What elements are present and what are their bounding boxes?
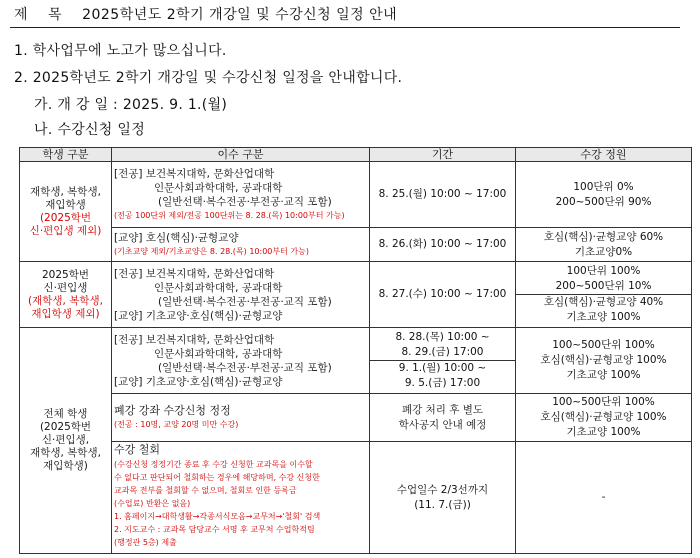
header-course-type: 이수 구분 (112, 148, 370, 162)
period-cell: 8. 26.(화) 10:00 ~ 17:00 (370, 228, 516, 262)
text: 폐강 처리 후 별도 (401, 403, 483, 416)
text: 2025학번 (41, 268, 89, 281)
course-cell (112, 394, 370, 442)
text: 재학생, 복학생, (30, 185, 101, 198)
note: (수업료) 반환은 없음) (114, 499, 191, 508)
note: (전공 : 10명, 교양 20명 미만 수강) (114, 419, 239, 429)
text: (일반선택·복수전공·부전공·교직 포함) (158, 295, 332, 308)
text: 재입학생) (43, 460, 88, 472)
text: 학사공지 안내 예정 (398, 418, 487, 431)
title-text: 2025학년도 2학기 개강일 및 수강신청 일정 안내 (82, 7, 398, 23)
text: 100~500단위 100% (552, 339, 655, 351)
text: 8. 29.(금) 17:00 (401, 346, 484, 358)
quota-cell (516, 328, 692, 394)
text: 호심(핵심)·균형교양 100% (540, 411, 667, 423)
quota-cell (516, 228, 692, 262)
text: [전공] 보건복지대학, 문화산업대학 (114, 333, 275, 346)
note: 1. 홈페이지→대학생활→각종서식모음→교무처→'철회' 검색 (114, 512, 321, 521)
text: 호심(핵심)·균형교양 60% (543, 230, 664, 243)
text: (일반선택·복수전공·부전공·교직 포함) (158, 361, 332, 374)
text: 8. 28.(목) 10:00 ~ (395, 331, 490, 343)
item-2b: 나. 수강신청 일정 (34, 122, 146, 138)
table-row (20, 162, 692, 228)
text: 200~500단위 90% (555, 195, 652, 208)
table-row (20, 228, 692, 262)
header-period: 기간 (370, 148, 516, 162)
text: 100~500단위 100% (552, 396, 655, 408)
course-cell (112, 228, 370, 262)
title-rule (10, 27, 680, 28)
title-label-1: 제 (14, 7, 29, 23)
student-cell (20, 162, 112, 262)
period-cell (370, 394, 516, 442)
text: (재학생, 복학생, (28, 294, 103, 307)
text: 기초교양0% (574, 245, 633, 258)
text: [교양] 호심(핵심)·균형교양 (114, 231, 239, 244)
text: 폐강 강좌 수강신청 정정 (114, 403, 231, 417)
text: 기초교양 100% (566, 311, 641, 323)
quota-cell: - (516, 442, 692, 554)
note: 2. 지도교수 : 교과목 담당교수 서명 후 교무처 수업학적팀 (114, 525, 315, 534)
note: 교과목 전부를 철회할 수 없으며, 철회로 인한 등록금 (114, 486, 297, 495)
text: 신·편입생 (43, 281, 88, 294)
note: 수 없다고 판단되어 철회하는 경우에 해당하며, 수강 신청한 (114, 473, 320, 482)
note: (전공 100단위 제외/전공 100단위는 8. 28.(목) 10:00부터 가능) (114, 210, 345, 220)
note: (기초교양 제외/기초교양은 8. 28.(목) 10:00부터 가능) (114, 246, 309, 256)
text: 인문사회과학대학, 공과대학 (154, 181, 283, 194)
table-row (20, 262, 692, 328)
text: [전공] 보건복지대학, 문화산업대학 (114, 167, 275, 180)
text: 수업일수 2/3선까지 (396, 483, 489, 496)
text: 신·편입생, (41, 434, 90, 446)
text: 신·편입생 제외) (29, 224, 102, 237)
header-student: 학생 구분 (20, 148, 112, 162)
text: 기초교양 100% (566, 426, 641, 438)
item-1: 1. 학사업무에 노고가 많으십니다. (14, 43, 227, 59)
text: (일반선택·복수전공·부전공·교직 포함) (158, 195, 332, 208)
text: (11. 7.(금)) (414, 498, 471, 511)
course-cell (112, 328, 370, 394)
student-cell (20, 262, 112, 328)
table-header-row (20, 148, 692, 162)
quota-cell (516, 262, 692, 328)
note: (수강신청 정정기간 종료 후 수강 신청한 교과목을 이수할 (114, 460, 313, 469)
schedule-table (19, 147, 692, 554)
text: 호심(핵심)·균형교양 40% (516, 294, 691, 310)
title-label-2: 목 (48, 7, 63, 23)
text: [교양] 기초교양·호심(핵심)·균형교양 (114, 375, 283, 388)
text: 기초교양 100% (566, 369, 641, 381)
period-cell (370, 442, 516, 554)
text: 인문사회과학대학, 공과대학 (154, 347, 283, 360)
quota-cell (516, 394, 692, 442)
period-cell: 8. 27.(수) 10:00 ~ 17:00 (370, 262, 516, 328)
course-cell (112, 262, 370, 328)
quota-cell (516, 162, 692, 228)
text: 인문사회과학대학, 공과대학 (154, 281, 283, 294)
text: 재학생, 복학생, (30, 447, 101, 459)
text: [교양] 기초교양·호심(핵심)·균형교양 (114, 309, 283, 322)
document-title (14, 4, 397, 24)
text: (2025학번 (39, 421, 92, 433)
text: 전체 학생 (43, 408, 88, 420)
period-cell (370, 328, 516, 394)
text: 100단위 0% (573, 180, 634, 193)
text: 수강 철회 (114, 443, 161, 456)
table-row (20, 328, 692, 394)
course-cell (112, 442, 370, 554)
course-cell (112, 162, 370, 228)
note: (행정관 5층) 제출 (114, 538, 177, 547)
text: 100단위 100% (566, 265, 641, 277)
text: 재입학생 제외) (31, 307, 100, 320)
table-row (20, 442, 692, 554)
text: 9. 1.(월) 10:00 ~ (370, 360, 515, 376)
text: 9. 5.(금) 17:00 (404, 377, 481, 389)
item-2: 2. 2025학년도 2학기 개강일 및 수강신청 일정을 안내합니다. (14, 70, 403, 86)
period-cell: 8. 25.(월) 10:00 ~ 17:00 (370, 162, 516, 228)
table-row (20, 394, 692, 442)
item-2a: 가. 개 강 일 : 2025. 9. 1.(월) (34, 97, 228, 113)
header-quota: 수강 정원 (516, 148, 692, 162)
text: 재입학생 (45, 198, 86, 211)
text: 200~500단위 10% (555, 280, 652, 292)
text: (2025학번 (39, 211, 92, 224)
text: 호심(핵심)·균형교양 100% (540, 354, 667, 366)
text: [전공] 보건복지대학, 문화산업대학 (114, 267, 275, 280)
student-cell (20, 328, 112, 554)
